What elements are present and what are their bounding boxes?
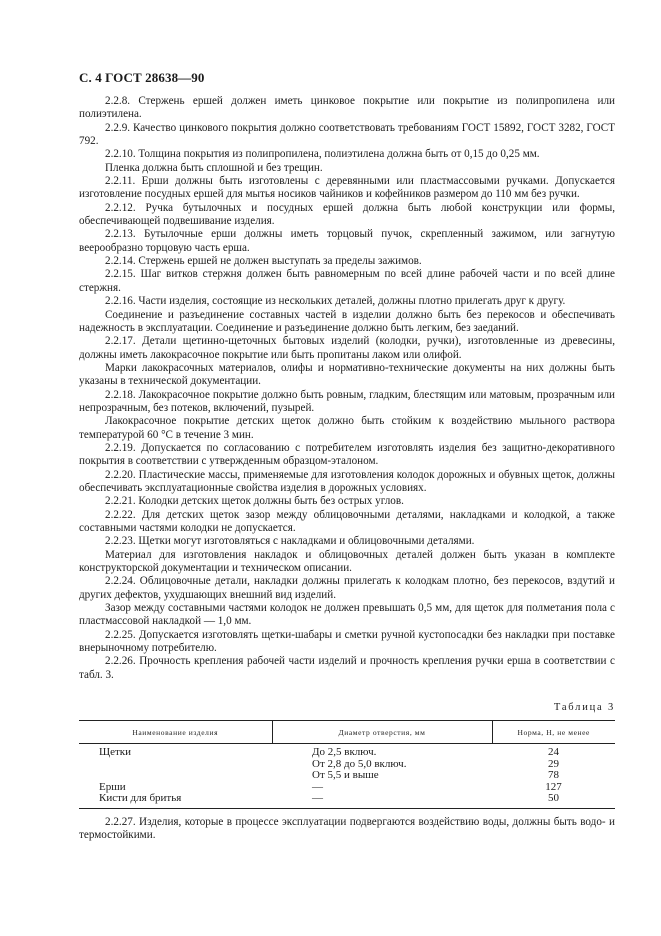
- cell-norm: 78: [548, 769, 559, 781]
- cell-diameter: —: [272, 793, 492, 808]
- cell-product: Ерши: [99, 780, 126, 793]
- paragraph: 2.2.22. Для детских щеток зазор между облицовочными деталями, накладками и колодкой, а также составными частями колодки не допускается.: [79, 508, 615, 534]
- paragraph: 2.2.9. Качество цинкового покрытия должно соответствовать требованиям ГОСТ 15892, ГОСТ 3282, ГОСТ 792.: [79, 121, 615, 148]
- cell-product: Кисти для бритья: [79, 793, 272, 808]
- paragraph: 2.2.18. Лакокрасочное покрытие должно быть ровным, гладким, блестящим или матовым, прозрачным или непрозрачным, без потеков, включений, пузырей.: [79, 388, 615, 414]
- header-hole-diameter: Диаметр отверстия, мм: [272, 721, 492, 744]
- paragraph: 2.2.19. Допускается по согласованию с потребителем изготовлять изделия без защитно-декоративного покрытия в соответствии с утвержденным образцом-эталоном.: [79, 441, 615, 468]
- paragraph: 2.2.27. Изделия, которые в процессе эксплуатации подвергаются воздействию воды, должны быть водо- и термостойкими.: [79, 816, 615, 842]
- cell-product: Щетки: [99, 746, 132, 758]
- cell-norm: 127: [545, 780, 562, 793]
- paragraph: 2.2.10. Толщина покрытия из полипропилена, полиэтилена должна быть от 0,15 до 0,25 мм.: [105, 148, 540, 161]
- header-product-name: Наименование изделия: [79, 721, 272, 744]
- paragraph: 2.2.11. Ерши должны быть изготовлены с деревянными или пластмассовыми ручками. Допускается изготовление посудных ершей для мытья носиков чайников и кофейников размером до 110 мм без ручки.: [79, 175, 615, 201]
- paragraph: 2.2.20. Пластические массы, применяемые для изготовления колодок дорожных и обувных щеток, должны обеспечивать эксплуатационные свойства изделия в дорожных условиях.: [79, 468, 615, 494]
- after-table-text: [79, 816, 615, 843]
- paragraph: 2.2.8. Стержень ершей должен иметь цинковое покрытие или покрытие из полипропилена или полиэтилена.: [79, 95, 615, 121]
- paragraph: 2.2.23. Щетки могут изготовляться с накладками и облицовочными деталями.: [105, 535, 475, 548]
- paragraph: 2.2.24. Облицовочные детали, накладки должны прилегать к колодкам плотно, без перекосов, вздутий и других дефектов, ухудшающих внешний вид изделий.: [79, 575, 615, 601]
- paragraph: 2.2.21. Колодки детских щеток должны быть без острых углов.: [105, 495, 404, 508]
- table-header-row: [79, 721, 615, 744]
- paragraph: Лакокрасочное покрытие детских щеток должно быть стойким к воздействию мыльного раствора температурой 60 °С в течение 3 мин.: [79, 415, 615, 441]
- paragraph: 2.2.12. Ручка бутылочных и посудных ершей должна быть любой конструкции или формы, обеспечивающей подвешивание изделия.: [79, 201, 615, 228]
- paragraph: 2.2.17. Детали щетинно-щеточных бытовых изделий (колодки, ручки), изготовленные из древесины, должны иметь лакокрасочное покрытие или быть пропитаны лаком или олифой.: [79, 335, 615, 361]
- table-3: [79, 720, 615, 809]
- cell-norm: 50: [492, 793, 615, 808]
- table-caption: Таблица 3: [553, 702, 615, 713]
- paragraph: Зазор между составными частями колодок не должен превышать 0,5 мм, для щеток для полметания пола с пластмассовой накладкой — 1,0 мм.: [79, 602, 615, 628]
- document-body: [79, 95, 615, 682]
- cell-diameter: —: [312, 780, 323, 793]
- paragraph: Марки лакокрасочных материалов, олифы и нормативно-технические документы на них должны быть указаны в технической документации.: [79, 361, 615, 388]
- cell-diameter: До 2,5 включ.: [312, 746, 377, 758]
- paragraph: 2.2.13. Бутылочные ерши должны иметь торцовый пучок, скрепленный зажимом, или загнутую веерообразно торцовую часть ерша.: [79, 228, 615, 254]
- cell-diameter: От 5,5 и выше: [312, 769, 379, 781]
- cell-diameter: От 2,8 до 5,0 включ.: [312, 757, 407, 770]
- cell-product: [79, 759, 272, 771]
- paragraph: Пленка должна быть сплошной и без трещин.: [105, 161, 323, 174]
- cell-norm: 29: [548, 757, 559, 770]
- paragraph: 2.2.26. Прочность крепления рабочей части изделий и прочность крепления ручки ерша в соответствии с табл. 3.: [79, 655, 615, 681]
- cell-norm: 24: [548, 746, 559, 758]
- table-row: [79, 793, 615, 808]
- table-row: [79, 744, 615, 759]
- paragraph: 2.2.16. Части изделия, состоящие из нескольких деталей, должны плотно прилегать друг к другу.: [105, 295, 566, 308]
- paragraph: 2.2.14. Стержень ершей не должен выступать за пределы зажимов.: [105, 255, 422, 268]
- cell-product: [79, 770, 272, 782]
- paragraph: 2.2.15. Шаг витков стержня должен быть равномерным по всей длине рабочей части и по всей длине стержня.: [79, 268, 615, 294]
- paragraph: 2.2.25. Допускается изготовлять щетки-шабары и сметки ручной кустопосадки без накладки при поставке внерыночному потребителю.: [79, 628, 615, 655]
- paragraph: Материал для изготовления накладок и облицовочных деталей должен быть указан в комплекте конструкторской документации и техническом описании.: [79, 548, 615, 575]
- header-norm: Норма, Н, не менее: [492, 721, 615, 744]
- table-row: [79, 770, 615, 782]
- page-header: С. 4 ГОСТ 28638—90: [79, 70, 205, 85]
- paragraph: Соединение и разъединение составных частей в изделии должно быть без перекосов и обеспечивать надежность в эксплуатации. Соединение и разъединение должно быть легким, без заеданий.: [79, 308, 615, 334]
